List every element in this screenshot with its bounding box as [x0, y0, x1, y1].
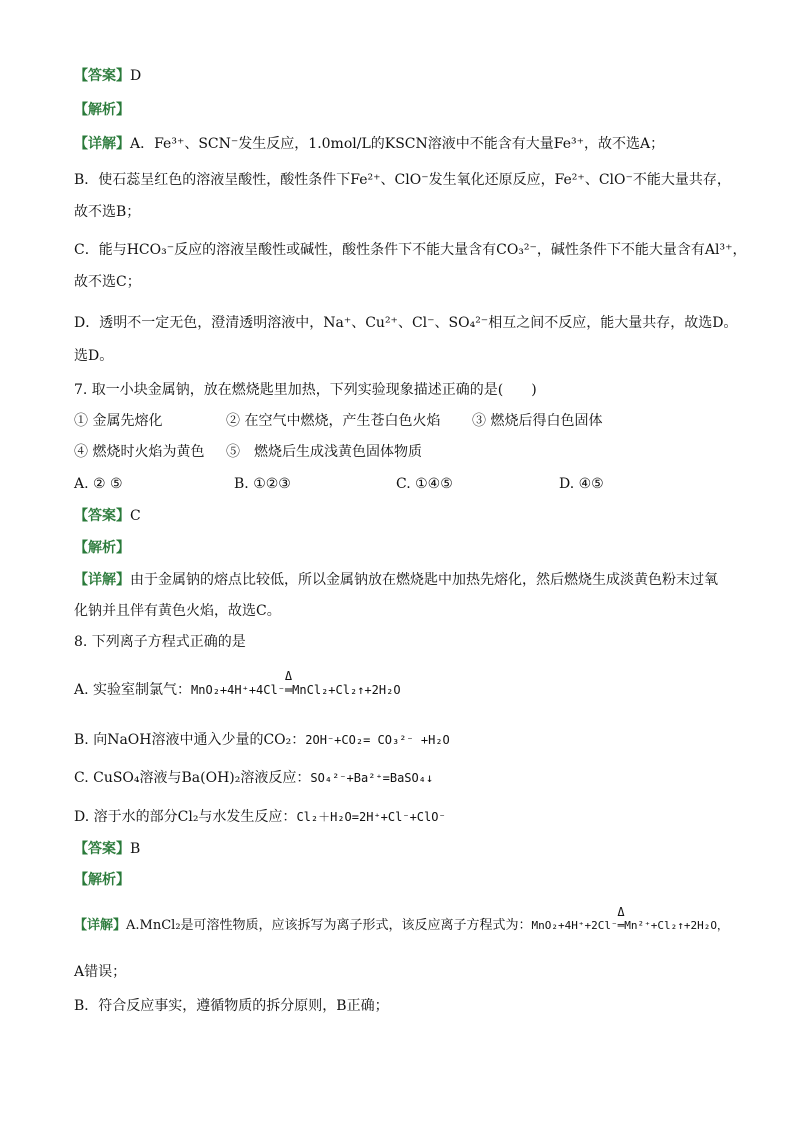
q6-detail-b1: B．使石蕊呈红色的溶液呈酸性，酸性条件下Fe²⁺、ClO⁻发生氧化还原反应，Fe²⁺、ClO⁻不能大量共存，	[74, 172, 731, 188]
q7-statement-5: ⑤ 燃烧后生成浅黄色固体物质	[226, 444, 422, 460]
q7-option-c: C. ①④⑤	[396, 476, 453, 492]
q7-option-d: D. ④⑤	[559, 476, 604, 492]
q8-answer-line: 【答案】B	[74, 841, 141, 857]
q7-statement-2: ② 在空气中燃烧，产生苍白色火焰	[226, 413, 441, 429]
q8-analysis-tag: 【解析】	[74, 872, 130, 888]
q8-detail-b: B．符合反应事实，遵循物质的拆分原则，B正确；	[74, 998, 389, 1014]
q7-statement-1: ① 金属先熔化	[74, 413, 163, 429]
q6-answer-line	[74, 66, 754, 86]
q6-detail-a: 【详解】A．Fe³⁺、SCN⁻发生反应，1.0mol/L的KSCN溶液中不能含有大量Fe³⁺，故不选A；	[74, 136, 665, 152]
answer-tag: 【答案】	[74, 68, 130, 84]
q7-answer: C	[130, 508, 141, 524]
q6-conclusion: 选D。	[74, 348, 114, 364]
q6-analysis-tag: 【解析】	[74, 102, 130, 118]
q8-option-b: B. 向NaOH溶液中通入少量的CO₂：2OH⁻+CO₂= CO₃²⁻ +H₂O	[74, 732, 450, 748]
q7-statement-3: ③ 燃烧后得白色固体	[472, 413, 603, 429]
q7-statement-4: ④ 燃烧时火焰为黄色	[74, 444, 205, 460]
q6-detail-c1: C．能与HCO₃⁻反应的溶液呈酸性或碱性，酸性条件下不能大量含有CO₃²⁻，碱性条件下不能大量含有Al³⁺，	[74, 242, 747, 258]
q6-answer: D	[130, 68, 142, 84]
q7-answer-line: 【答案】C	[74, 508, 141, 524]
q7-option-a: A. ② ⑤	[74, 476, 123, 492]
q7-stem: 7. 取一小块金属钠，放在燃烧匙里加热，下列实验现象描述正确的是( )	[74, 382, 537, 398]
q8-option-d: D. 溶于水的部分Cl₂与水发生反应：Cl₂＋H₂O=2H⁺+Cl⁻+ClO⁻	[74, 809, 446, 825]
q8-detail-a2: A错误；	[74, 964, 127, 980]
q8-answer: B	[130, 841, 141, 857]
q8-option-c: C. CuSO₄溶液与Ba(OH)₂溶液反应：SO₄²⁻+Ba²⁺=BaSO₄↓	[74, 770, 434, 786]
heat-equals-sign: Δ ═	[284, 669, 293, 697]
q7-analysis-tag: 【解析】	[74, 540, 130, 556]
q8-stem: 8. 下列离子方程式正确的是	[74, 634, 246, 650]
q7-detail-1: 【详解】由于金属钠的熔点比较低，所以金属钠放在燃烧匙中加热先熔化，然后燃烧生成淡黄色粉末过氧	[74, 572, 718, 588]
q8-option-a: A. 实验室制氯气：MnO₂+4H⁺+4Cl⁻ Δ ═MnCl₂+Cl₂↑+2H₂O	[74, 669, 401, 698]
q7-option-b: B. ①②③	[234, 476, 291, 492]
q6-detail-c2: 故不选C；	[74, 274, 141, 290]
q6-detail-b2: 故不选B；	[74, 204, 141, 220]
heat-equals-sign: Δ ═	[617, 905, 625, 932]
q8-detail-a: 【详解】A.MnCl₂是可溶性物质，应该拆写为离子形式，该反应离子方程式为：MnO₂+4H⁺+2Cl⁻ Δ ═Mn²⁺+Cl₂↑+2H₂O，	[74, 916, 754, 936]
q7-detail-2: 化钠并且伴有黄色火焰，故选C。	[74, 603, 281, 619]
q6-detail-d: D．透明不一定无色，澄清透明溶液中，Na⁺、Cu²⁺、Cl⁻、SO₄²⁻相互之间不反应，能大量共存，故选D。	[74, 315, 738, 331]
